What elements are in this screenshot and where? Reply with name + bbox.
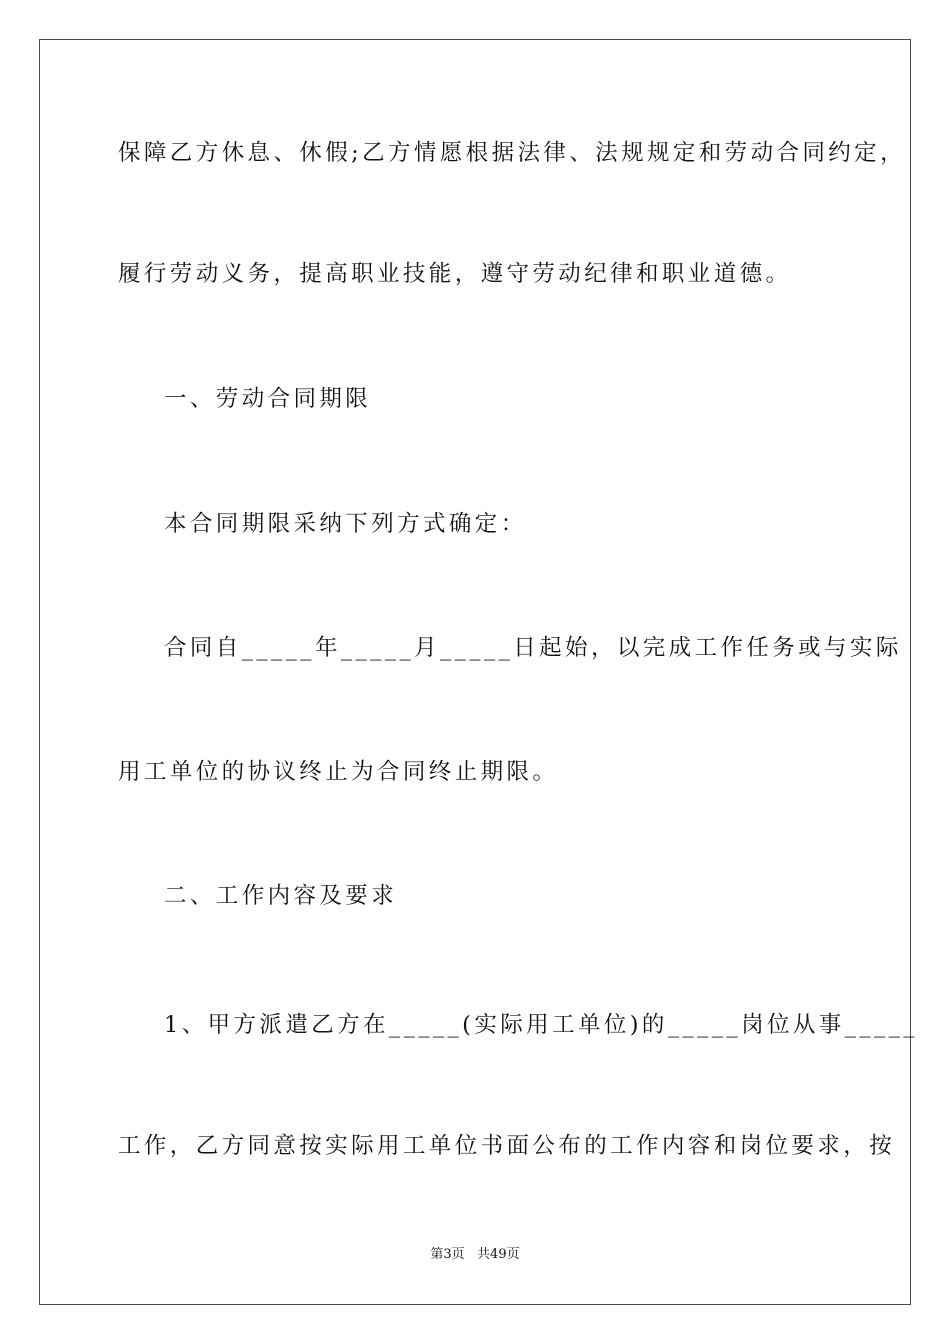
- paragraph-line-2: 履行劳动义务，提高职业技能，遵守劳动纪律和职业道德。: [118, 261, 792, 287]
- paragraph-line-1: 保障乙方休息、休假;乙方情愿根据法律、法规规定和劳动合同约定，: [118, 140, 906, 166]
- paragraph-line-term-start: 合同自_____年_____月_____日起始，以完成工作任务或与实际: [164, 635, 902, 661]
- paragraph-line-work-requirements: 工作，乙方同意按实际用工单位书面公布的工作内容和岗位要求，按: [118, 1133, 896, 1159]
- section-heading-term: 一、劳动合同期限: [164, 386, 372, 412]
- paragraph-line-term-end: 用工单位的协议终止为合同终止期限。: [118, 759, 559, 785]
- paragraph-line-term-method: 本合同期限采纳下列方式确定：: [164, 511, 527, 537]
- paragraph-line-dispatch: 1、甲方派遣乙方在_____(实际用工单位)的_____岗位从事_____: [164, 1012, 918, 1038]
- page-number-footer: 第3页 共49页: [430, 1247, 520, 1262]
- page-border: [39, 39, 911, 1305]
- section-heading-work-content: 二、工作内容及要求: [164, 883, 398, 909]
